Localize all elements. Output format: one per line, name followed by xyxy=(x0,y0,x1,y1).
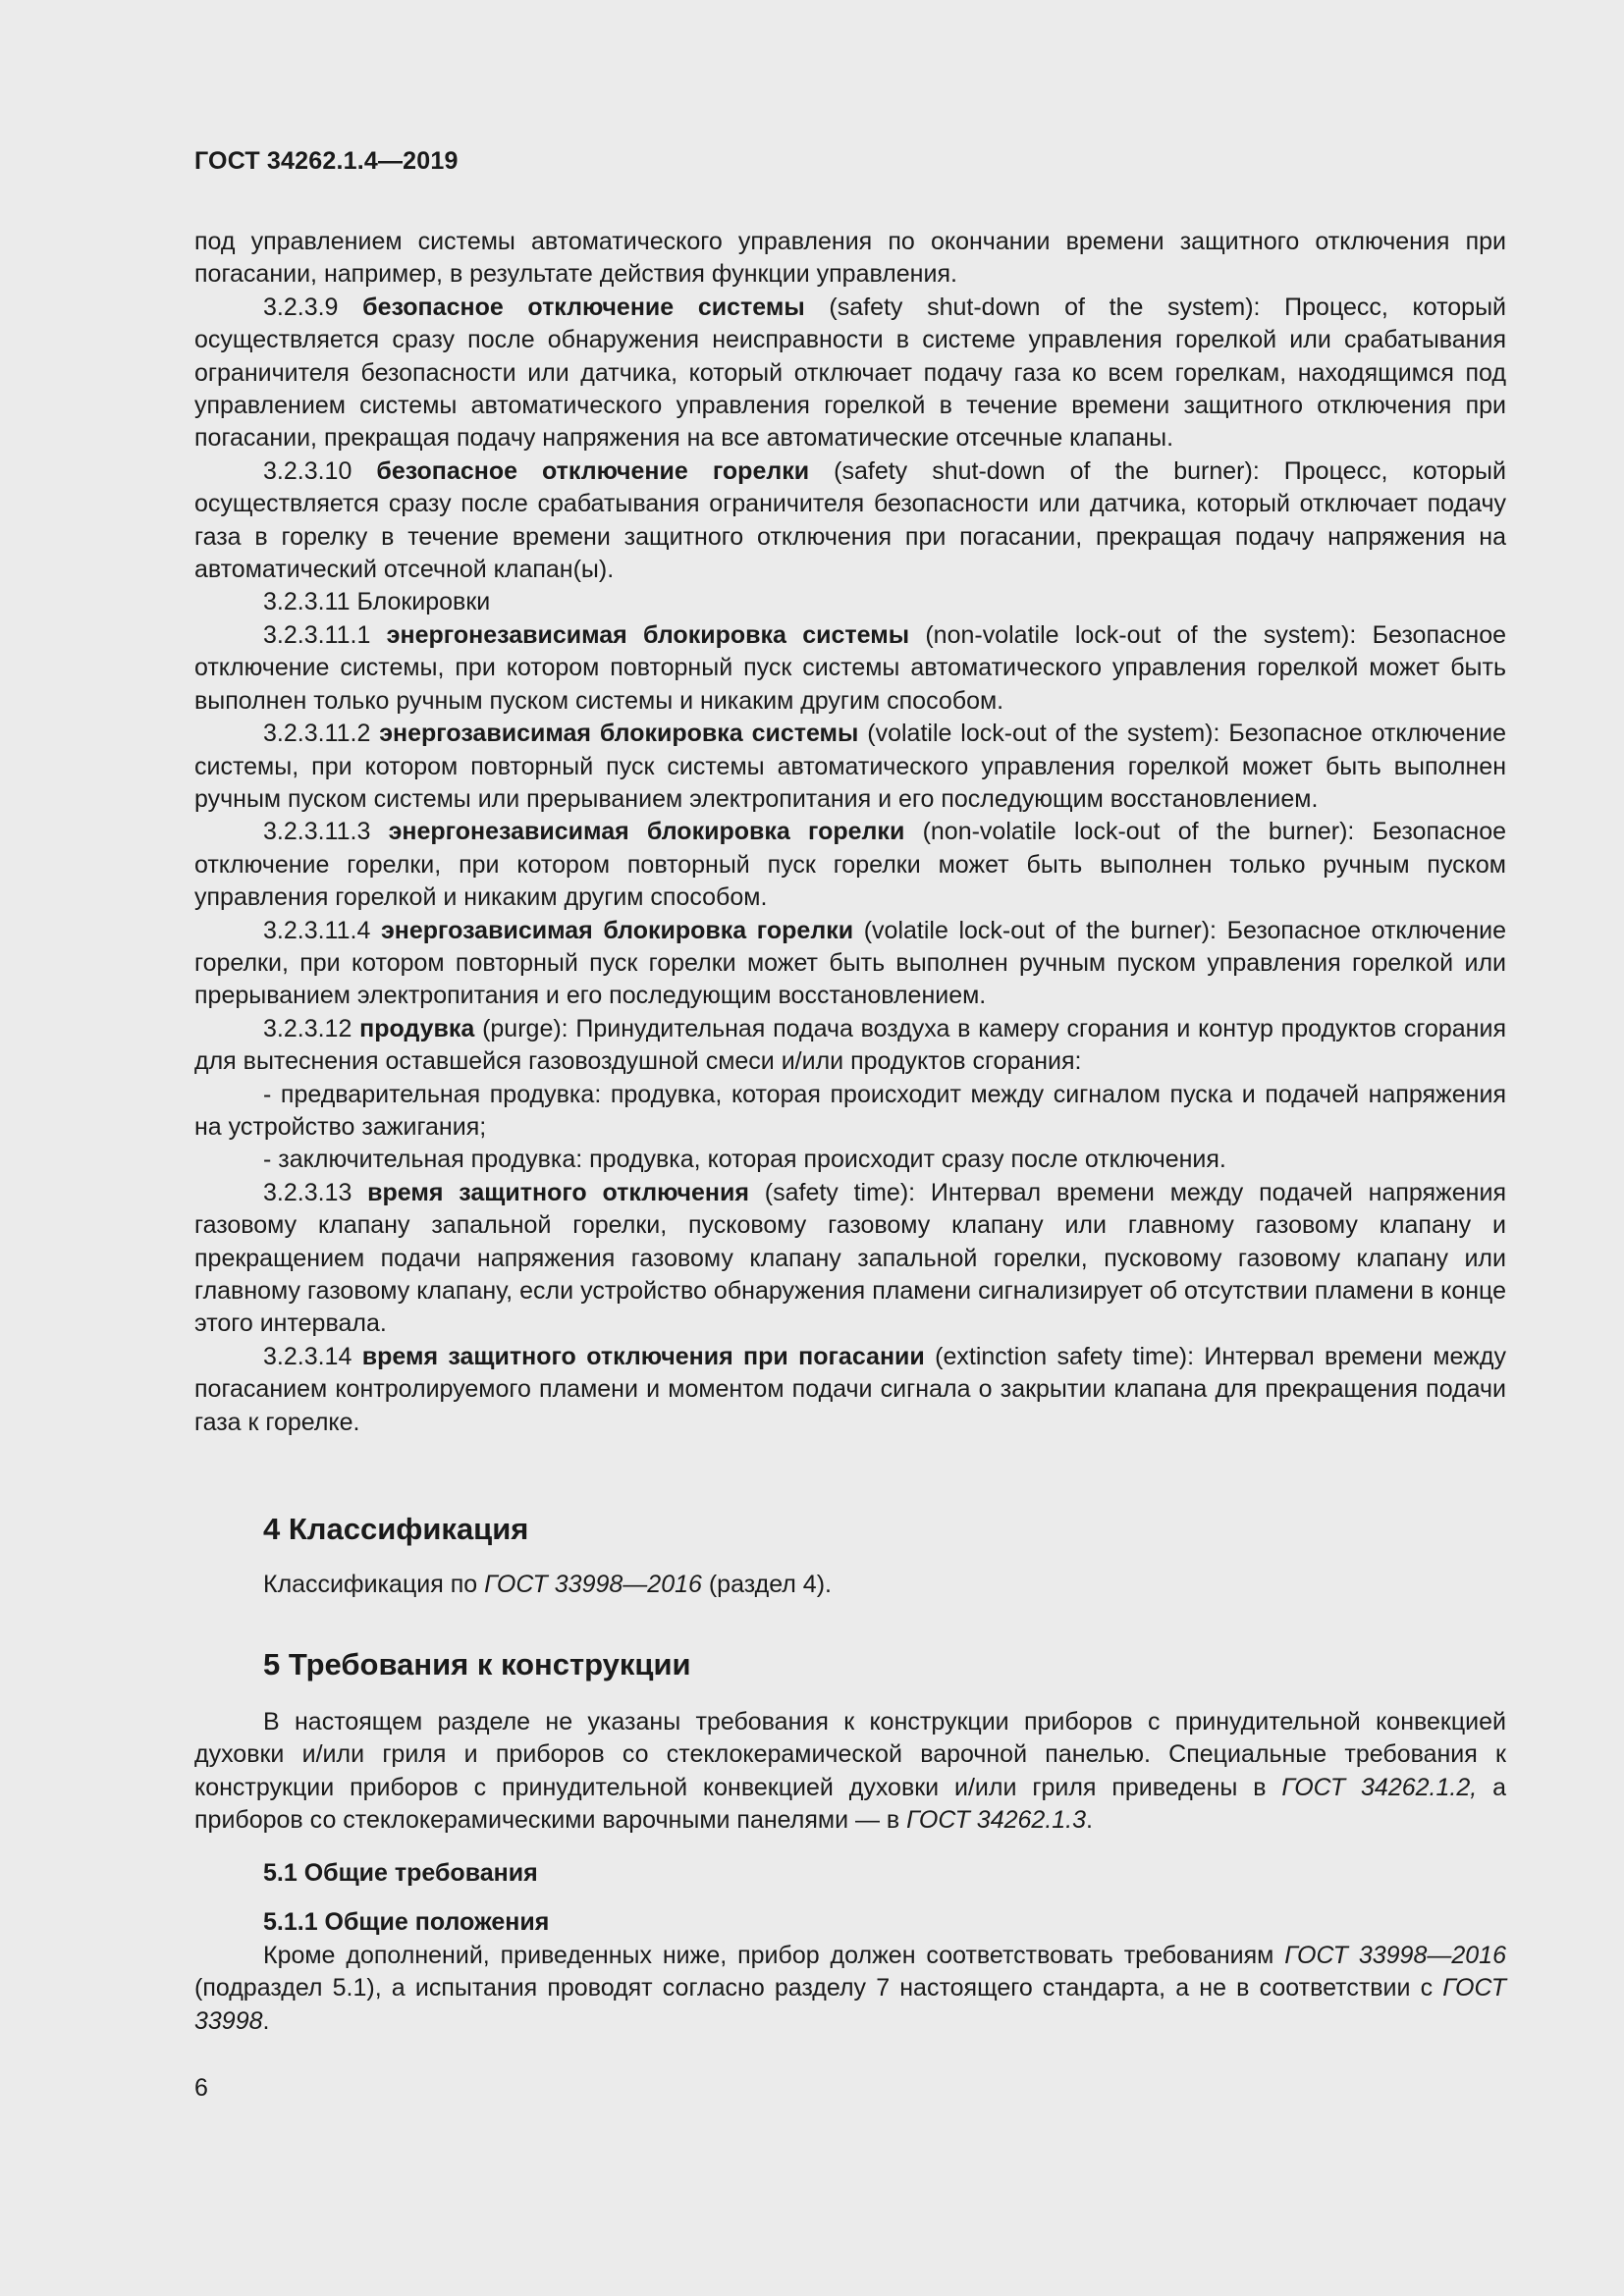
term-3-2-3-11-2: 3.2.3.11.2 энергозависимая блокировка системы (volatile lock-out of the system): Безопасное отключение системы, при котором повторный пуск системы автоматического управления горелкой может быть выполнен ручным пуском системы или прерыванием электропитания и его последующим восстановлением. xyxy=(194,720,1506,813)
terms-definitions-block xyxy=(194,226,1506,1439)
page-number: 6 xyxy=(194,2074,208,2102)
section-5-text-block xyxy=(194,1706,1506,1838)
term-3-2-3-10: 3.2.3.10 безопасное отключение горелки (safety shut-down of the burner): Процесс, который осуществляется сразу после срабатывания ограничителя безопасности или датчика, который отключает подачу газа в горелку в течение времени защитного отключения при погасании, прекращая подачу напряжения на автоматический отсечной клапан(ы). xyxy=(194,456,1506,584)
section-5-title: 5 Требования к конструкции xyxy=(263,1647,691,1682)
section-4-title: 4 Классификация xyxy=(263,1512,529,1546)
section-5-1-1-title: 5.1.1 Общие положения xyxy=(263,1908,550,1936)
term-3-2-3-14: 3.2.3.14 время защитного отключения при погасании (extinction safety time): Интервал времени между погасанием контролируемого пламени и моментом подачи сигнала о закрытии клапана для прекращения подачи газа к горелке. xyxy=(194,1342,1506,1436)
list-item-pre-purge: - предварительная продувка: продувка, которая происходит между сигналом пуска и подачей напряжения на устройство зажигания; xyxy=(194,1080,1506,1141)
term-3-2-3-11-3: 3.2.3.11.3 энергонезависимая блокировка горелки (non-volatile lock-out of the burner): Безопасное отключение горелки, при котором повторный пуск горелки может быть выполнен только ручным пуском управления горелкой и никаким другим способом. xyxy=(194,818,1507,912)
term-3-2-3-11-1: 3.2.3.11.1 энергонезависимая блокировка системы (non-volatile lock-out of the system): Безопасное отключение системы, при котором повторный пуск системы автоматического управления горелкой может быть выполнен только ручным пуском системы и никаким другим способом. xyxy=(194,620,1507,715)
section-5-1-title: 5.1 Общие требования xyxy=(263,1859,538,1887)
section-5-1-1-text: Кроме дополнений, приведенных ниже, прибор должен соответствовать требованиям ГОСТ 33998—2016 (подраздел 5.1), а испытания проводят согласно разделу 7 настоящего стандарта, а не в соответствии с ГОСТ 33998. xyxy=(194,1942,1506,2035)
document-header-title: ГОСТ 34262.1.4—2019 xyxy=(194,147,459,175)
section-4-text: Классификация по ГОСТ 33998—2016 (раздел 4). xyxy=(263,1571,832,1598)
list-item-post-purge: - заключительная продувка: продувка, которая происходит сразу после отключения. xyxy=(263,1146,1226,1174)
term-3-2-3-9: 3.2.3.9 безопасное отключение системы (safety shut-down of the system): Процесс, который осуществляется сразу после обнаружения неисправности в системе управления горелкой или срабатывания ограничителя безопасности или датчика, который отключает подачу газа ко всем горелкам, находящимся под управлением системы автоматического управления горелкой в течение времени защитного отключения при погасании, прекращая подачу напряжения на все автоматические отсечные клапаны. xyxy=(194,293,1507,453)
section-5-1-1-text-block xyxy=(194,1940,1506,2038)
term-3-2-3-11-4: 3.2.3.11.4 энергозависимая блокировка горелки (volatile lock-out of the burner): Безопасное отключение горелки, при котором повторный пуск горелки может быть выполнен ручным пуском управления горелкой или прерыванием электропитания и его последующим восстановлением. xyxy=(194,916,1507,1010)
section-5-text: В настоящем разделе не указаны требования к конструкции приборов с принудительной конвекцией духовки и/или гриля и приборов со стеклокерамической варочной панелью. Специальные требования к конструкции приборов с принудительной конвекцией духовки и/или гриля приведены в ГОСТ 34262.1.2, а приборов со стеклокерамическими варочными панелями — в ГОСТ 34262.1.3. xyxy=(194,1708,1506,1835)
paragraph-continuation: под управлением системы автоматического управления по окончании времени защитного отключения при погасании, например, в результате действия функции управления. xyxy=(194,228,1506,289)
term-3-2-3-13: 3.2.3.13 время защитного отключения (safety time): Интервал времени между подачей напряжения газовому клапану запальной горелки, пусковому газовому клапану или главному газовому клапану и прекращением подачи напряжения газовому клапану запальной горелки, пусковому газовому клапану или главному газовому клапану, если устройство обнаружения пламени сигнализирует об отсутствии пламени в конце этого интервала. xyxy=(194,1178,1506,1338)
term-3-2-3-11: 3.2.3.11 Блокировки xyxy=(263,588,491,616)
term-3-2-3-12: 3.2.3.12 продувка (purge): Принудительная подача воздуха в камеру сгорания и контур продуктов сгорания для вытеснения оставшейся газовоздушной смеси и/или продуктов сгорания: xyxy=(194,1014,1506,1076)
